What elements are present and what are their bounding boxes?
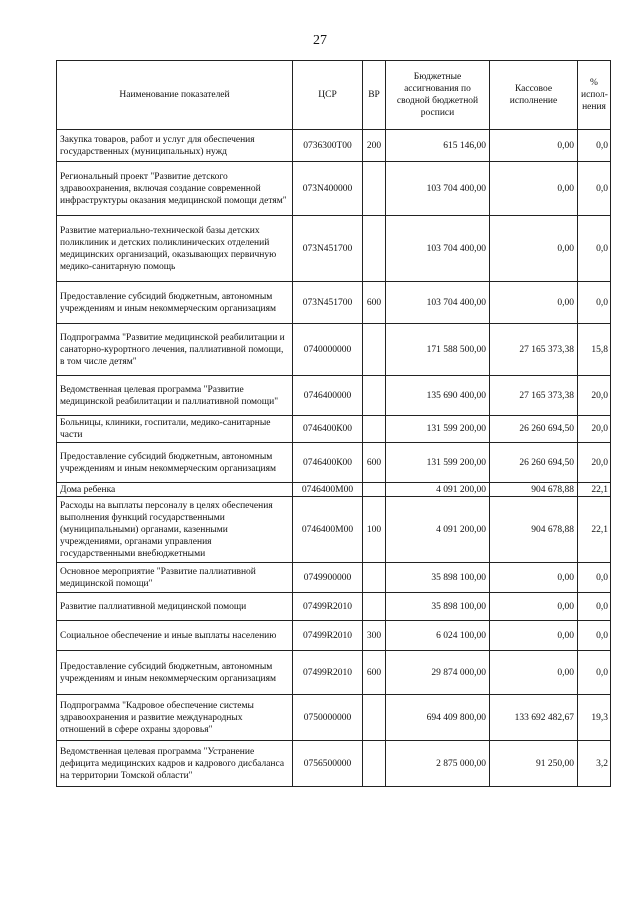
row-csr: 0749900000 [293, 563, 363, 593]
row-name: Предоставление субсидий бюджетным, автономным учреждениям и иным некоммерческим организациям [57, 651, 293, 695]
row-name: Подпрограмма "Развитие медицинской реабилитации и санаторно-курортного лечения, паллиативной помощи, в том числе детям" [57, 324, 293, 376]
row-vr [363, 593, 386, 621]
column-header-cash: Кассовое исполнение [490, 61, 578, 130]
row-budget: 694 409 800,00 [386, 695, 490, 741]
row-budget: 131 599 200,00 [386, 416, 490, 443]
row-budget: 103 704 400,00 [386, 282, 490, 324]
row-vr: 600 [363, 651, 386, 695]
row-vr: 600 [363, 282, 386, 324]
row-pct: 0,0 [578, 216, 611, 282]
row-budget: 135 690 400,00 [386, 376, 490, 416]
table-row [57, 162, 611, 216]
row-cash: 0,00 [490, 651, 578, 695]
row-csr: 0750000000 [293, 695, 363, 741]
row-budget: 615 146,00 [386, 130, 490, 162]
row-pct: 0,0 [578, 621, 611, 651]
table-row [57, 563, 611, 593]
row-pct: 20,0 [578, 376, 611, 416]
row-csr: 0746400К00 [293, 416, 363, 443]
row-vr [363, 324, 386, 376]
row-budget: 171 588 500,00 [386, 324, 490, 376]
row-vr [363, 216, 386, 282]
row-csr: 073N451700 [293, 282, 363, 324]
row-budget: 4 091 200,00 [386, 497, 490, 563]
row-csr: 07499R2010 [293, 621, 363, 651]
row-cash: 904 678,88 [490, 483, 578, 497]
row-budget: 35 898 100,00 [386, 593, 490, 621]
row-budget: 131 599 200,00 [386, 443, 490, 483]
column-header-pct: % испол-нения [578, 61, 611, 130]
row-name: Дома ребенка [57, 483, 293, 497]
row-budget: 2 875 000,00 [386, 741, 490, 787]
row-cash: 0,00 [490, 563, 578, 593]
row-pct: 22,1 [578, 497, 611, 563]
row-budget: 103 704 400,00 [386, 216, 490, 282]
table-header [57, 61, 611, 130]
table-row [57, 443, 611, 483]
page-number: 27 [313, 33, 327, 48]
row-pct: 0,0 [578, 130, 611, 162]
row-pct: 0,0 [578, 593, 611, 621]
row-csr: 073N451700 [293, 216, 363, 282]
row-pct: 0,0 [578, 282, 611, 324]
column-header-vr: ВР [363, 61, 386, 130]
row-csr: 07499R2010 [293, 651, 363, 695]
row-budget: 29 874 000,00 [386, 651, 490, 695]
row-name: Ведомственная целевая программа "Устранение дефицита медицинских кадров и кадрового дисбаланса на территории Томской области" [57, 741, 293, 787]
table-row [57, 376, 611, 416]
row-name: Региональный проект "Развитие детского здравоохранения, включая создание современной инфраструктуры оказания медицинской помощи детям" [57, 162, 293, 216]
row-name: Социальное обеспечение и иные выплаты населению [57, 621, 293, 651]
table-row [57, 416, 611, 443]
row-cash: 27 165 373,38 [490, 376, 578, 416]
row-csr: 0746400000 [293, 376, 363, 416]
row-name: Предоставление субсидий бюджетным, автономным учреждениям и иным некоммерческим организациям [57, 282, 293, 324]
row-name: Подпрограмма "Кадровое обеспечение системы здравоохранения и развитие международных отношений в сфере охраны здоровья" [57, 695, 293, 741]
column-header-csr: ЦСР [293, 61, 363, 130]
row-name: Закупка товаров, работ и услуг для обеспечения государственных (муниципальных) нужд [57, 130, 293, 162]
table-row [57, 483, 611, 497]
row-name: Развитие материально-технической базы детских поликлиник и детских поликлинических отделений медицинских организаций, оказывающих первичную медико-санитарную помощь [57, 216, 293, 282]
row-name: Расходы на выплаты персоналу в целях обеспечения выполнения функций государственными (муниципальными) органами, казенными учреждениями, органами управления государственными внебюджетными [57, 497, 293, 563]
row-vr [363, 563, 386, 593]
row-cash: 904 678,88 [490, 497, 578, 563]
row-pct: 15,8 [578, 324, 611, 376]
row-csr: 0756500000 [293, 741, 363, 787]
table-row [57, 741, 611, 787]
table-body [57, 130, 611, 787]
table-row [57, 282, 611, 324]
row-cash: 0,00 [490, 130, 578, 162]
row-budget: 4 091 200,00 [386, 483, 490, 497]
row-budget: 103 704 400,00 [386, 162, 490, 216]
row-pct: 20,0 [578, 416, 611, 443]
row-pct: 19,3 [578, 695, 611, 741]
table-row [57, 651, 611, 695]
row-cash: 27 165 373,38 [490, 324, 578, 376]
row-cash: 0,00 [490, 593, 578, 621]
table-row [57, 621, 611, 651]
row-cash: 0,00 [490, 216, 578, 282]
row-pct: 22,1 [578, 483, 611, 497]
row-csr: 0746400К00 [293, 443, 363, 483]
row-name: Развитие паллиативной медицинской помощи [57, 593, 293, 621]
row-cash: 26 260 694,50 [490, 416, 578, 443]
row-pct: 0,0 [578, 162, 611, 216]
row-pct: 0,0 [578, 651, 611, 695]
row-vr: 200 [363, 130, 386, 162]
budget-table [56, 60, 611, 787]
row-name: Основное мероприятие "Развитие паллиативной медицинской помощи" [57, 563, 293, 593]
row-cash: 0,00 [490, 282, 578, 324]
row-csr: 073N400000 [293, 162, 363, 216]
row-vr: 300 [363, 621, 386, 651]
table-row [57, 695, 611, 741]
row-budget: 6 024 100,00 [386, 621, 490, 651]
row-vr [363, 376, 386, 416]
row-vr [363, 416, 386, 443]
row-csr: 0746400М00 [293, 483, 363, 497]
row-cash: 0,00 [490, 162, 578, 216]
column-header-budget: Бюджетные ассигнования по сводной бюджетной росписи [386, 61, 490, 130]
row-pct: 20,0 [578, 443, 611, 483]
row-csr: 07499R2010 [293, 593, 363, 621]
row-vr: 600 [363, 443, 386, 483]
row-vr: 100 [363, 497, 386, 563]
row-csr: 0740000000 [293, 324, 363, 376]
row-pct: 0,0 [578, 563, 611, 593]
row-name: Ведомственная целевая программа "Развитие медицинской реабилитации и паллиативной помощи" [57, 376, 293, 416]
row-cash: 133 692 482,67 [490, 695, 578, 741]
table-row [57, 130, 611, 162]
row-vr [363, 483, 386, 497]
row-vr [363, 741, 386, 787]
row-name: Больницы, клиники, госпитали, медико-санитарные части [57, 416, 293, 443]
table-row [57, 497, 611, 563]
row-csr: 0736300Т00 [293, 130, 363, 162]
table-row [57, 216, 611, 282]
row-vr [363, 695, 386, 741]
column-header-name: Наименование показателей [57, 61, 293, 130]
row-pct: 3,2 [578, 741, 611, 787]
row-csr: 0746400М00 [293, 497, 363, 563]
row-budget: 35 898 100,00 [386, 563, 490, 593]
row-cash: 91 250,00 [490, 741, 578, 787]
row-cash: 26 260 694,50 [490, 443, 578, 483]
row-cash: 0,00 [490, 621, 578, 651]
table-row [57, 324, 611, 376]
table-row [57, 593, 611, 621]
row-name: Предоставление субсидий бюджетным, автономным учреждениям и иным некоммерческим организациям [57, 443, 293, 483]
row-vr [363, 162, 386, 216]
